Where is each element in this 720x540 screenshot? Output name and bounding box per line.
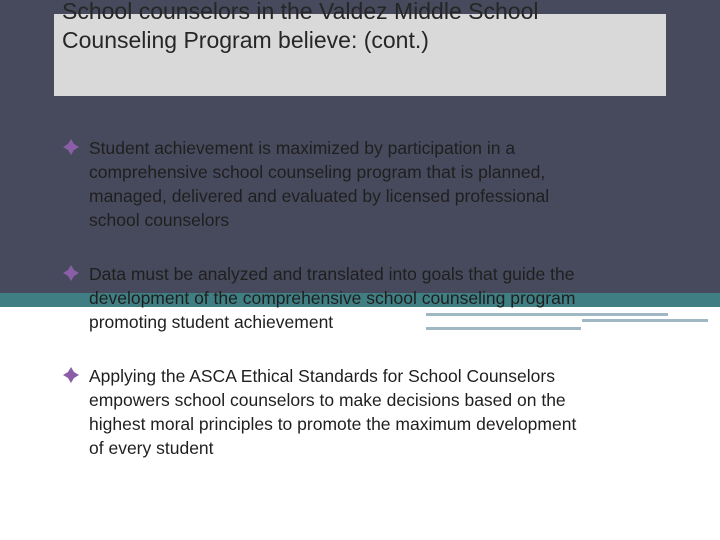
bullet-text-line: Student achievement is maximized by participation in a bbox=[89, 138, 516, 158]
bullet-text-line: Applying the ASCA Ethical Standards for School Counselors bbox=[89, 366, 555, 386]
diamond-bullet-icon bbox=[62, 138, 80, 156]
diamond-bullet-icon bbox=[62, 366, 80, 384]
title-box bbox=[54, 0, 666, 96]
bullet-text-line: empowers school counselors to make decisions based on the bbox=[89, 390, 566, 410]
slide-title bbox=[62, 0, 662, 55]
title-line-2: Counseling Program believe: (cont.) bbox=[62, 27, 429, 53]
bullet-text-line: of every student bbox=[89, 438, 214, 458]
bullet-item bbox=[62, 136, 662, 232]
bullet-text-line: comprehensive school counseling program that is planned, bbox=[89, 162, 546, 182]
bullet-text-line: development of the comprehensive school counseling program bbox=[89, 288, 576, 308]
bullet-text-line: Data must be analyzed and translated into goals that guide the bbox=[89, 264, 575, 284]
title-line-1: School counselors in the Valdez Middle School bbox=[62, 0, 539, 24]
bullet-text-line: highest moral principles to promote the maximum development bbox=[89, 414, 577, 434]
bullet-text-line: managed, delivered and evaluated by licensed professional bbox=[89, 186, 550, 206]
bullet-text-line: promoting student achievement bbox=[89, 312, 334, 332]
bullet-text-line: school counselors bbox=[89, 210, 230, 230]
bullet-item bbox=[62, 262, 662, 334]
bullet-list bbox=[62, 136, 662, 460]
diamond-bullet-icon bbox=[62, 264, 80, 282]
bullet-item bbox=[62, 364, 662, 460]
